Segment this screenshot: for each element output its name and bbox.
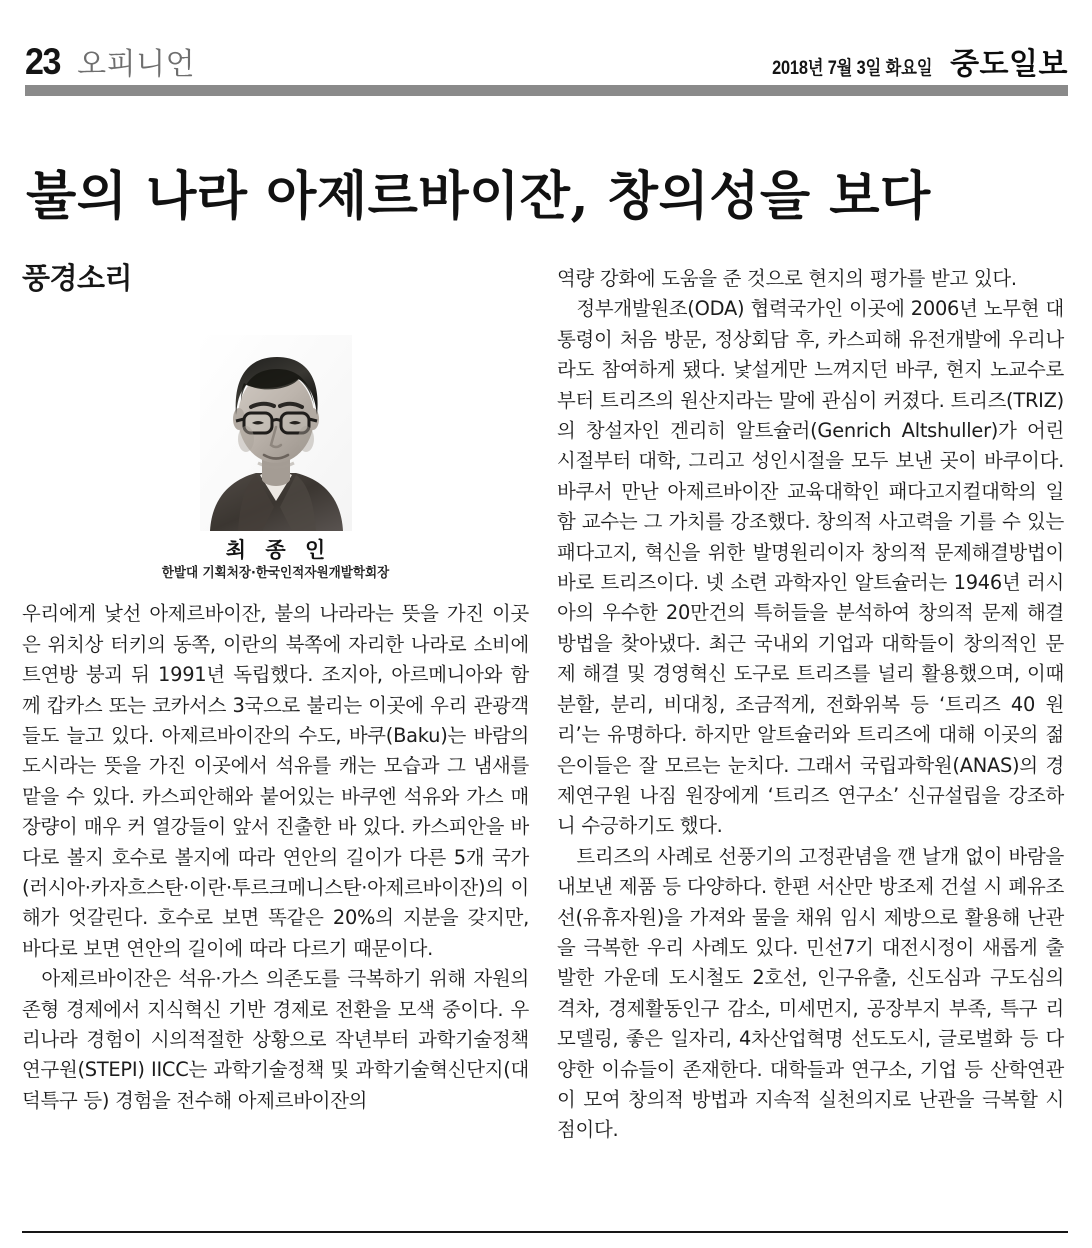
paragraph: 정부개발원조(ODA) 협력국가인 이곳에 2006년 노무현 대통령이 처음 방문, 정상회담 후, 카스피해 유전개발에 우리나라도 참여하게 됐다. 낯설게만 느껴지던 바쿠, 현지 노교수로부터 트리즈의 원산지라는 말에 관심이 커졌다. 트리즈(TRIZ)의 창설자인 겐리히 알트슐러(Genrich Altshuller)가 어린 시절부터 대학, 그리고 성인시절을 모두 보낸 곳이 바쿠이다. 바쿠서 만난 아제르바이잔 교육대학인 패다고지컬대학의 일함 교수는 그 가치를 강조했다. 창의적 사고력을 기를 수 있는 패다고지, 혁신을 위한 발명원리이자 창의적 문제해결방법이 바로 트리즈이다. 넷 소련 과학자인 알트슐러는 1946년 러시아의 우수한 20만건의 특허들을 분석하여 창의적 문제 해결 방법을 찾아냈다. 최근 국내외 기업과 대학들이 창의적인 문제 해결 및 경영혁신 도구로 트리즈를 널리 활용했으며, 이때 분할, 분리, 비대칭, 조금적게, 전화위복 등 ‘트리즈 40 원리’는 유명하다. 하지만 알트슐러와 트리즈에 대해 이곳의 젊은이들은 잘 모르는 눈치다. 그래서 국립과학원(ANAS)의 경제연구원 나짐 원장에게 ‘트리즈 연구소’ 신규설립을 강조하니 수긍하기도 했다. [557,297,1064,838]
section-name: 오피니언 [77,47,196,82]
author-name: 최 종 인 [225,538,332,562]
article-body-left [22,599,529,1116]
author-affiliation: 한발대 기획처장·한국인적자원개발학회장 [161,565,390,582]
masthead-left-group [25,43,195,80]
article-headline: 불의 나라 아제르바이잔, 창의성을 보다 [26,165,931,227]
author-portrait-photo [200,335,352,531]
paragraph: 역량 강화에 도움을 준 것으로 현지의 평가를 받고 있다. [557,267,1017,290]
left-column [22,261,529,1116]
right-column [557,264,1064,1146]
paper-title: 중도일보 [950,47,1068,82]
article-body-right [557,264,1064,1146]
issue-date: 2018년 7월 3일 화요일 [771,58,933,79]
footer-rule [22,1231,1068,1233]
page-number: 23 [25,41,61,82]
masthead [25,28,1068,80]
paragraph: 아제르바이잔은 석유·가스 의존도를 극복하기 위해 자원의존형 경제에서 지식혁신 기반 경제로 전환을 모색 중이다. 우리나라 경험이 시의적절한 상황으로 작년부터 과학기술정책연구원(STEPI) IICC는 과학기술정책 및 과학기술혁신단지(대덕특구 등) 경험을 전수해 아제르바이잔의 [22,967,529,1112]
header-rule-bar [25,85,1068,96]
paragraph: 트리즈의 사례로 선풍기의 고정관념을 깬 날개 없이 바람을 내보낸 제품 등 다양하다. 한편 서산만 방조제 건설 시 폐유조선(유휴자원)을 가져와 물을 채워 임시 제방으로 활용해 난관을 극복한 우리 사례도 있다. 민선7기 대전시정이 새롭게 출발한 가운데 도시철도 2호선, 인구유출, 신도심과 구도심의 격차, 경제활동인구 감소, 미세먼지, 공장부지 부족, 특구 리모델링, 좋은 일자리, 4차산업혁명 선도도시, 글로벌화 등 다양한 이슈들이 존재한다. 대학들과 연구소, 기업 등 산학연관이 모여 창의적 방법과 지속적 실천의지로 난관을 극복할 시점이다. [557,844,1064,1142]
paragraph: 우리에게 낯선 아제르바이잔, 불의 나라라는 뜻을 가진 이곳은 위치상 터키의 동쪽, 이란의 북쪽에 자리한 나라로 소비에트연방 붕괴 뒤 1991년 독립했다. 조지아, 아르메니아와 함께 캅카스 또는 코카서스 3국으로 불리는 이곳에 우리 관광객들도 늘고 있다. 아제르바이잔의 수도, 바쿠(Baku)는 바람의 도시라는 뜻을 가진 이곳에서 석유를 캐는 모습과 그 냄새를 맡을 수 있다. 카스피안해와 붙어있는 바쿠엔 석유와 가스 매장량이 매우 커 열강들이 앞서 진출한 바 있다. 카스피안을 바다로 볼지 호수로 볼지에 따라 연안의 길이가 다른 5개 국가(러시아·카자흐스탄·이란·투르크메니스탄·아제르바이잔)의 이해가 엇갈린다. 호수로 보면 똑같은 20%의 지분을 갖지만, 바다로 보면 연안의 길이에 따라 다르기 때문이다. [22,602,529,960]
masthead-right-group [746,47,1068,82]
author-byline-block [22,335,529,581]
column-series-label: 풍경소리 [22,261,133,295]
